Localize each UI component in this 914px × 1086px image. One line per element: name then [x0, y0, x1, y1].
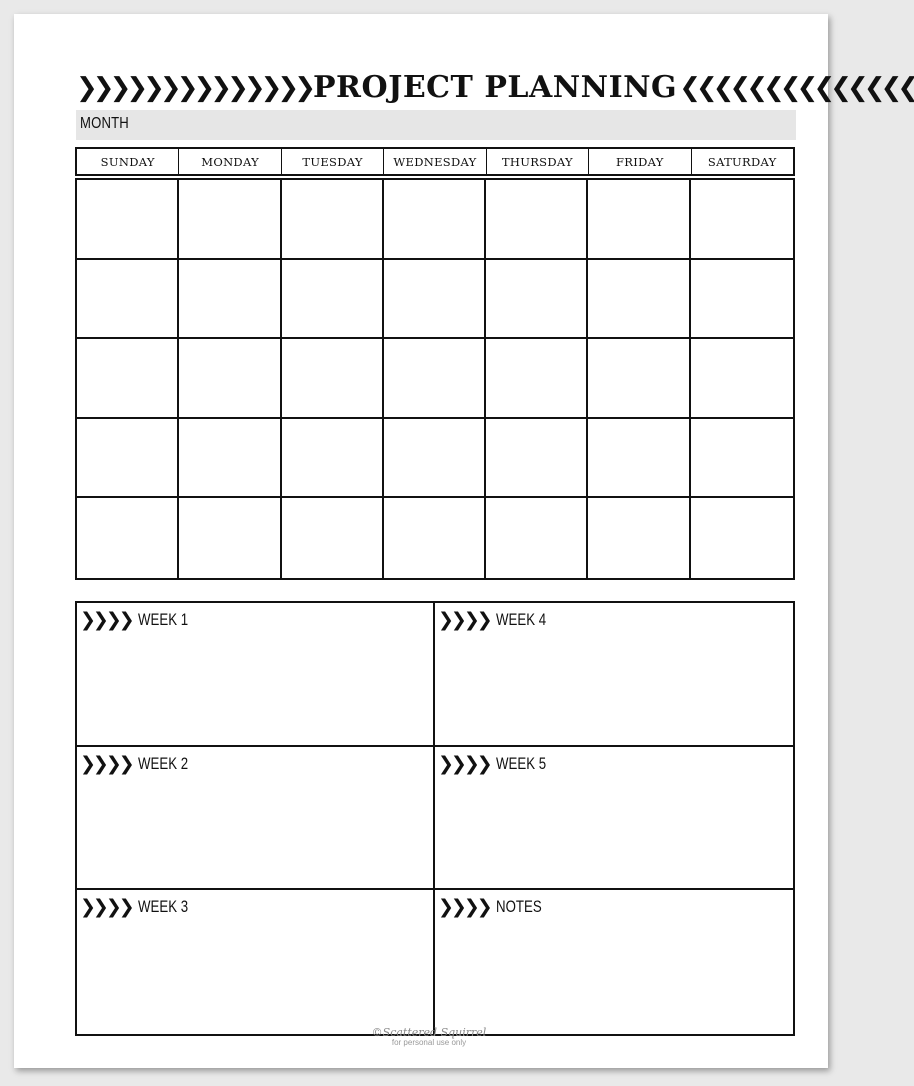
section-heading [80, 609, 202, 631]
weekday-sunday: SUNDAY [77, 149, 179, 174]
right-chevrons-decoration: ❮❮❮❮❮❮❮❮❮❮❮❮❮❮ [679, 73, 914, 103]
section-heading [438, 753, 560, 775]
weekday-tuesday: TUESDAY [282, 149, 384, 174]
calendar-day-cell[interactable] [588, 339, 690, 419]
planner-page [14, 14, 914, 1068]
week-2-label: WEEK 2 [137, 753, 188, 773]
calendar-day-cell[interactable] [384, 339, 486, 419]
weekly-sections [75, 601, 795, 1036]
section-heading [80, 896, 202, 918]
week-1-box[interactable] [77, 603, 435, 747]
calendar-day-cell[interactable] [588, 180, 690, 260]
usage-note: for personal use only [391, 1038, 467, 1047]
month-field[interactable] [76, 110, 796, 140]
calendar-day-cell[interactable] [179, 498, 281, 578]
chevron-right-icon: ❯❯❯❯ [80, 896, 132, 919]
weekday-wednesday: WEDNESDAY [384, 149, 486, 174]
calendar-day-cell[interactable] [77, 419, 179, 499]
week-5-label: WEEK 5 [495, 753, 546, 773]
weekday-saturday: SATURDAY [707, 154, 777, 169]
calendar-day-cell[interactable] [588, 419, 690, 499]
section-heading [438, 609, 560, 631]
calendar-day-cell[interactable] [179, 339, 281, 419]
calendar-day-cell[interactable] [384, 498, 486, 578]
calendar-day-cell[interactable] [486, 498, 588, 578]
notes-box[interactable] [435, 890, 793, 1034]
calendar-day-cell[interactable] [486, 180, 588, 260]
page-title: PROJECT PLANNING [313, 70, 678, 105]
calendar-day-cell[interactable] [588, 498, 690, 578]
calendar-day-cell[interactable] [691, 180, 793, 260]
chevron-right-icon: ❯❯❯❯ [80, 609, 132, 631]
week-4-label: WEEK 4 [495, 610, 546, 629]
calendar-day-cell[interactable] [179, 419, 281, 499]
weekday-friday: FRIDAY [589, 149, 691, 174]
calendar-day-cell[interactable] [588, 260, 690, 340]
chevron-right-icon: ❯❯❯❯ [438, 896, 490, 919]
calendar-day-cell[interactable] [179, 260, 281, 340]
calendar-day-cell[interactable] [486, 419, 588, 499]
calendar-day-cell[interactable] [486, 339, 588, 419]
calendar-day-cell[interactable] [77, 260, 179, 340]
calendar-day-cell[interactable] [77, 498, 179, 578]
weekday-thursday: THURSDAY [487, 149, 589, 174]
calendar-day-cell[interactable] [691, 339, 793, 419]
footer-watermark [354, 1026, 504, 1047]
calendar-day-cell[interactable] [282, 498, 384, 578]
calendar-day-cell[interactable] [384, 260, 486, 340]
calendar-day-cell[interactable] [384, 180, 486, 260]
calendar-day-cell[interactable] [77, 180, 179, 260]
calendar-day-cell[interactable] [282, 260, 384, 340]
week-5-box[interactable] [435, 747, 793, 891]
calendar-day-cell[interactable] [691, 498, 793, 578]
brand-logo: ©Scattered Squirrel [371, 1026, 487, 1039]
page-header [76, 70, 914, 106]
calendar-day-cell[interactable] [691, 260, 793, 340]
week-3-box[interactable] [77, 890, 435, 1034]
week-3-label: WEEK 3 [137, 897, 188, 917]
left-chevrons-decoration: ❯❯❯❯❯❯❯❯❯❯❯❯❯❯ [76, 73, 311, 103]
week-1-label: WEEK 1 [137, 610, 188, 629]
weekday-header [75, 147, 795, 176]
week-4-box[interactable] [435, 603, 793, 747]
week-2-box[interactable] [77, 747, 435, 891]
calendar-day-cell[interactable] [77, 339, 179, 419]
chevron-right-icon: ❯❯❯❯ [438, 609, 490, 631]
calendar-grid [75, 178, 795, 580]
chevron-right-icon: ❯❯❯❯ [438, 752, 490, 775]
chevron-right-icon: ❯❯❯❯ [80, 752, 132, 775]
calendar-day-cell[interactable] [384, 419, 486, 499]
month-label: MONTH [80, 115, 129, 132]
section-heading [438, 896, 554, 918]
weekday-monday: MONDAY [179, 149, 281, 174]
calendar-day-cell[interactable] [282, 339, 384, 419]
section-heading [80, 753, 202, 775]
notes-label: NOTES [495, 897, 542, 917]
calendar-day-cell[interactable] [179, 180, 281, 260]
calendar-day-cell[interactable] [691, 419, 793, 499]
calendar-day-cell[interactable] [486, 260, 588, 340]
calendar-day-cell[interactable] [282, 180, 384, 260]
calendar-day-cell[interactable] [282, 419, 384, 499]
